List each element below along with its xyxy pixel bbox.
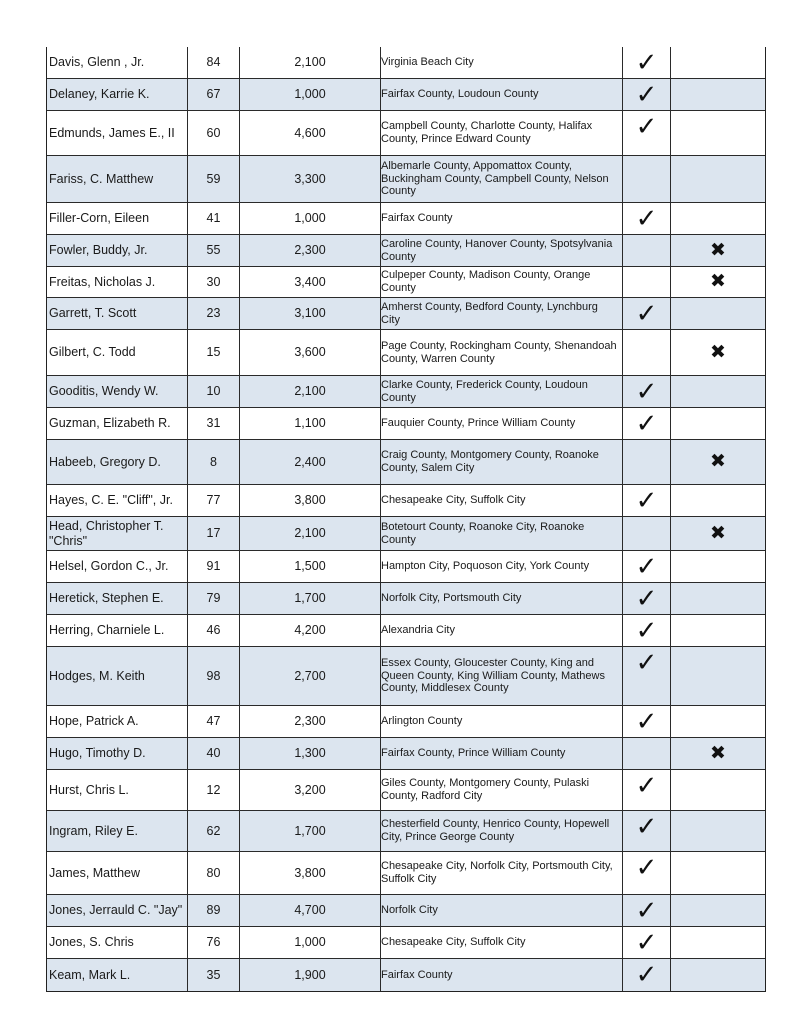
localities-list: Fairfax County: [380, 203, 622, 234]
check-mark-icon: ✓: [635, 80, 658, 110]
count-value: 2,100: [239, 376, 380, 407]
yes-column-cell: [622, 583, 670, 614]
localities-list: Hampton City, Poquoson City, York County: [380, 551, 622, 582]
table-row: [47, 330, 765, 376]
table-row: [47, 203, 765, 235]
count-value: 3,800: [239, 485, 380, 516]
localities-list: Amherst County, Bedford County, Lynchburg City: [380, 298, 622, 329]
legislator-table: [46, 47, 766, 992]
member-name: Keam, Mark L.: [49, 967, 131, 982]
member-name: Garrett, T. Scott: [49, 306, 137, 320]
localities-list: Essex County, Gloucester County, King and Queen County, King William County, Mathews County, Middlesex County: [380, 647, 622, 705]
check-mark-icon: ✓: [635, 377, 658, 407]
no-column-cell: [670, 852, 765, 894]
district-number: 31: [187, 408, 239, 439]
member-name: Hodges, M. Keith: [49, 668, 145, 683]
district-number: 60: [187, 111, 239, 155]
no-column-cell: [670, 895, 765, 926]
localities-list: Norfolk City, Portsmouth City: [380, 583, 622, 614]
member-name: Fariss, C. Matthew: [49, 171, 154, 186]
count-value: 3,800: [239, 852, 380, 894]
member-name: Herring, Charniele L.: [49, 623, 165, 637]
member-name: Hope, Patrick A.: [49, 714, 139, 728]
district-number: 30: [187, 267, 239, 297]
member-name: Davis, Glenn , Jr.: [49, 55, 145, 69]
yes-column-cell: [622, 485, 670, 516]
localities-list: Fauquier County, Prince William County: [380, 408, 622, 439]
localities-list: Chesapeake City, Suffolk City: [380, 927, 622, 958]
check-mark-icon: ✓: [635, 853, 658, 883]
table-row: [47, 770, 765, 811]
count-value: 1,000: [239, 203, 380, 234]
district-number: 62: [187, 811, 239, 851]
district-number: 98: [187, 647, 239, 705]
no-column-cell: [670, 47, 765, 78]
check-mark-icon: ✓: [635, 960, 658, 990]
table-row: [47, 79, 765, 111]
check-mark-icon: ✓: [635, 204, 658, 234]
count-value: 2,300: [239, 706, 380, 737]
yes-column-cell: [622, 959, 670, 991]
member-name: Ingram, Riley E.: [49, 823, 138, 838]
table-row: [47, 267, 765, 298]
x-mark-icon: ✖: [710, 741, 726, 764]
yes-column-cell: [622, 47, 670, 78]
count-value: 2,100: [239, 47, 380, 78]
member-name: Helsel, Gordon C., Jr.: [49, 559, 169, 573]
no-column-cell: [670, 298, 765, 329]
localities-list: Norfolk City: [380, 895, 622, 926]
yes-column-cell: [622, 111, 670, 155]
yes-column-cell: [622, 298, 670, 329]
localities-list: Giles County, Montgomery County, Pulaski County, Radford City: [380, 770, 622, 810]
no-column-cell: [670, 203, 765, 234]
check-mark-icon: ✓: [635, 616, 658, 646]
x-mark-icon: ✖: [710, 450, 726, 472]
yes-column-cell: [622, 517, 670, 550]
district-number: 41: [187, 203, 239, 234]
x-mark-icon: ✖: [710, 521, 726, 544]
table-row: [47, 408, 765, 440]
district-number: 84: [187, 47, 239, 78]
count-value: 3,300: [239, 156, 380, 202]
table-row: [47, 647, 765, 706]
check-mark-icon: ✓: [635, 552, 658, 582]
count-value: 1,100: [239, 408, 380, 439]
no-column-cell: [670, 647, 765, 705]
no-column-cell: [670, 959, 765, 991]
district-number: 79: [187, 583, 239, 614]
no-column-cell: [670, 156, 765, 202]
check-mark-icon: ✓: [635, 299, 658, 329]
table-row: [47, 551, 765, 583]
check-mark-icon: ✓: [635, 707, 658, 737]
localities-list: Page County, Rockingham County, Shenandoah County, Warren County: [380, 330, 622, 375]
district-number: 23: [187, 298, 239, 329]
no-column-cell: [670, 551, 765, 582]
no-column-cell: [670, 706, 765, 737]
count-value: 4,700: [239, 895, 380, 926]
no-column-cell: [670, 330, 765, 375]
district-number: 89: [187, 895, 239, 926]
check-mark-icon: ✓: [635, 771, 658, 801]
check-mark-icon: ✓: [635, 812, 658, 842]
no-column-cell: [670, 408, 765, 439]
count-value: 1,000: [239, 927, 380, 958]
district-number: 59: [187, 156, 239, 202]
check-mark-icon: ✓: [635, 48, 658, 78]
member-name: Hugo, Timothy D.: [49, 746, 146, 760]
count-value: 1,900: [239, 959, 380, 991]
district-number: 8: [187, 440, 239, 484]
table-row: [47, 111, 765, 156]
x-mark-icon: ✖: [710, 340, 726, 363]
no-column-cell: [670, 738, 765, 769]
count-value: 2,300: [239, 235, 380, 266]
yes-column-cell: [622, 706, 670, 737]
no-column-cell: [670, 267, 765, 297]
member-name: Edmunds, James E., II: [49, 125, 175, 140]
yes-column-cell: [622, 738, 670, 769]
yes-column-cell: [622, 852, 670, 894]
check-mark-icon: ✓: [635, 928, 658, 958]
count-value: 4,600: [239, 111, 380, 155]
localities-list: Fairfax County: [380, 959, 622, 991]
member-name: Heretick, Stephen E.: [49, 591, 164, 605]
check-mark-icon: ✓: [635, 409, 658, 439]
table-row: [47, 583, 765, 615]
table-row: [47, 156, 765, 203]
district-number: 12: [187, 770, 239, 810]
count-value: 3,600: [239, 330, 380, 375]
table-row: [47, 811, 765, 852]
count-value: 1,500: [239, 551, 380, 582]
localities-list: Clarke County, Frederick County, Loudoun County: [380, 376, 622, 407]
yes-column-cell: [622, 203, 670, 234]
yes-column-cell: [622, 156, 670, 202]
localities-list: Virginia Beach City: [380, 47, 622, 78]
count-value: 1,300: [239, 738, 380, 769]
district-number: 35: [187, 959, 239, 991]
yes-column-cell: [622, 440, 670, 484]
member-name: James, Matthew: [49, 865, 141, 880]
count-value: 3,200: [239, 770, 380, 810]
localities-list: Culpeper County, Madison County, Orange County: [380, 267, 622, 297]
district-number: 17: [187, 517, 239, 550]
no-column-cell: [670, 440, 765, 484]
district-number: 40: [187, 738, 239, 769]
member-name: Gooditis, Wendy W.: [49, 384, 159, 398]
member-name: Jones, Jerrauld C. "Jay": [49, 903, 183, 917]
count-value: 1,000: [239, 79, 380, 110]
yes-column-cell: [622, 267, 670, 297]
localities-list: Chesapeake City, Suffolk City: [380, 485, 622, 516]
table-row: [47, 298, 765, 330]
yes-column-cell: [622, 927, 670, 958]
district-number: 80: [187, 852, 239, 894]
x-mark-icon: ✖: [710, 270, 726, 292]
no-column-cell: [670, 111, 765, 155]
no-column-cell: [670, 615, 765, 646]
localities-list: Craig County, Montgomery County, Roanoke County, Salem City: [380, 440, 622, 484]
table-row: [47, 959, 765, 991]
yes-column-cell: [622, 376, 670, 407]
localities-list: Botetourt County, Roanoke City, Roanoke County: [380, 517, 622, 550]
no-column-cell: [670, 583, 765, 614]
district-number: 67: [187, 79, 239, 110]
yes-column-cell: [622, 895, 670, 926]
table-row: [47, 485, 765, 517]
member-name: Hurst, Chris L.: [49, 782, 129, 797]
table-row: [47, 738, 765, 770]
table-row: [47, 235, 765, 267]
count-value: 4,200: [239, 615, 380, 646]
check-mark-icon: ✓: [635, 112, 658, 142]
check-mark-icon: ✓: [635, 486, 658, 516]
yes-column-cell: [622, 647, 670, 705]
x-mark-icon: ✖: [710, 238, 726, 261]
count-value: 1,700: [239, 583, 380, 614]
member-name: Freitas, Nicholas J.: [49, 274, 156, 289]
yes-column-cell: [622, 79, 670, 110]
table-row: [47, 852, 765, 895]
localities-list: Fairfax County, Prince William County: [380, 738, 622, 769]
table-row: [47, 895, 765, 927]
district-number: 55: [187, 235, 239, 266]
member-name: Fowler, Buddy, Jr.: [49, 243, 148, 257]
member-name: Filler-Corn, Eileen: [49, 211, 150, 225]
district-number: 91: [187, 551, 239, 582]
no-column-cell: [670, 770, 765, 810]
no-column-cell: [670, 79, 765, 110]
district-number: 47: [187, 706, 239, 737]
district-number: 10: [187, 376, 239, 407]
yes-column-cell: [622, 408, 670, 439]
yes-column-cell: [622, 615, 670, 646]
localities-list: Fairfax County, Loudoun County: [380, 79, 622, 110]
member-name: Hayes, C. E. "Cliff", Jr.: [49, 493, 173, 507]
member-name: Guzman, Elizabeth R.: [49, 416, 171, 430]
localities-list: Campbell County, Charlotte County, Halifax County, Prince Edward County: [380, 111, 622, 155]
no-column-cell: [670, 376, 765, 407]
localities-list: Arlington County: [380, 706, 622, 737]
district-number: 77: [187, 485, 239, 516]
member-name: Head, Christopher T. "Chris": [49, 518, 164, 548]
no-column-cell: [670, 927, 765, 958]
yes-column-cell: [622, 770, 670, 810]
no-column-cell: [670, 485, 765, 516]
table-row: [47, 615, 765, 647]
count-value: 2,400: [239, 440, 380, 484]
member-name: Gilbert, C. Todd: [49, 345, 136, 359]
count-value: 3,100: [239, 298, 380, 329]
check-mark-icon: ✓: [635, 584, 658, 614]
count-value: 1,700: [239, 811, 380, 851]
count-value: 2,100: [239, 517, 380, 550]
table-row: [47, 706, 765, 738]
table-row: [47, 376, 765, 408]
yes-column-cell: [622, 235, 670, 266]
yes-column-cell: [622, 330, 670, 375]
table-row: [47, 440, 765, 485]
no-column-cell: [670, 517, 765, 550]
count-value: 3,400: [239, 267, 380, 297]
table-row: [47, 517, 765, 551]
no-column-cell: [670, 235, 765, 266]
yes-column-cell: [622, 551, 670, 582]
localities-list: Alexandria City: [380, 615, 622, 646]
no-column-cell: [670, 811, 765, 851]
localities-list: Caroline County, Hanover County, Spotsylvania County: [380, 235, 622, 266]
table-row: [47, 47, 765, 79]
count-value: 2,700: [239, 647, 380, 705]
check-mark-icon: ✓: [635, 896, 658, 926]
member-name: Habeeb, Gregory D.: [49, 454, 161, 469]
table-row: [47, 927, 765, 959]
localities-list: Chesterfield County, Henrico County, Hopewell City, Prince George County: [380, 811, 622, 851]
member-name: Delaney, Karrie K.: [49, 87, 150, 101]
member-name: Jones, S. Chris: [49, 935, 134, 949]
check-mark-icon: ✓: [635, 648, 658, 678]
localities-list: Chesapeake City, Norfolk City, Portsmouth City, Suffolk City: [380, 852, 622, 894]
district-number: 76: [187, 927, 239, 958]
district-number: 15: [187, 330, 239, 375]
localities-list: Albemarle County, Appomattox County, Buckingham County, Campbell County, Nelson County: [380, 156, 622, 202]
yes-column-cell: [622, 811, 670, 851]
district-number: 46: [187, 615, 239, 646]
